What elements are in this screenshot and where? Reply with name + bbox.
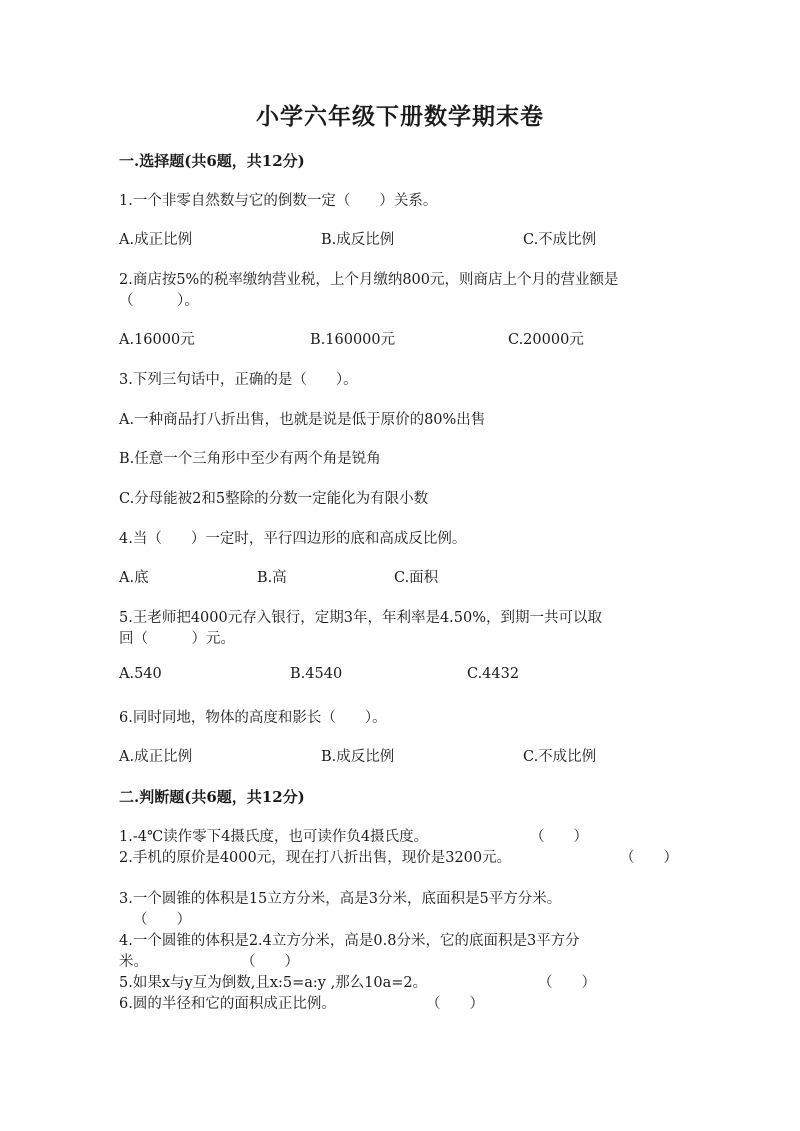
judgement-5-text: 5.如果x与y互为倒数,且x:5=a:y ,那么10a=2。 — [119, 975, 428, 991]
judgement-6-text: 6.圆的半径和它的面积成正比例。 — [119, 996, 336, 1012]
question-5-option-b: B.4540 — [290, 666, 343, 682]
judgement-2-answer-blank[interactable]: （ ） — [620, 850, 678, 866]
judgement-1-text: 1.-4℃读作零下4摄氏度，也可读作负4摄氏度。 — [119, 829, 429, 845]
judgement-4-answer-blank[interactable]: （ ） — [241, 954, 299, 970]
question-1-option-b: B.成反比例 — [321, 232, 395, 248]
section-heading-judgement: 二.判断题(共6题，共12分) — [119, 788, 305, 806]
question-6-option-b: B.成反比例 — [321, 749, 395, 765]
question-2-stem-line1: 2.商店按5%的税率缴纳营业税，上个月缴纳800元，则商店上个月的营业额是 — [119, 272, 619, 288]
page-title: 小学六年级下册数学期末卷 — [256, 103, 544, 130]
question-5-stem-line1: 5.王老师把4000元存入银行，定期3年，年利率是4.50%，到期一共可以取 — [119, 610, 603, 626]
question-2-option-a: A.16000元 — [119, 332, 195, 348]
question-6-stem: 6.同时同地，物体的高度和影长（ ）。 — [119, 710, 387, 726]
judgement-3-text: 3.一个圆锥的体积是15立方分米，高是3分米，底面积是5平方分米。 — [119, 891, 562, 907]
question-2-option-c: C.20000元 — [508, 332, 584, 348]
question-3-option-b: B.任意一个三角形中至少有两个角是锐角 — [119, 451, 381, 467]
question-3-stem: 3.下列三句话中，正确的是（ ）。 — [119, 372, 358, 388]
section-heading-choice: 一.选择题(共6题，共12分) — [119, 152, 305, 170]
question-1-option-c: C.不成比例 — [523, 232, 597, 248]
question-6-option-c: C.不成比例 — [523, 749, 597, 765]
question-5-stem-line2: 回（ ）元。 — [119, 631, 235, 647]
question-3-option-a: A.一种商品打八折出售，也就是说是低于原价的80%出售 — [119, 412, 486, 428]
question-6-option-a: A.成正比例 — [119, 749, 193, 765]
judgement-4-text-line1: 4.一个圆锥的体积是2.4立方分米，高是0.8分米，它的底面积是3平方分 — [119, 933, 580, 949]
judgement-5-answer-blank[interactable]: （ ） — [538, 975, 596, 991]
question-5-option-a: A.540 — [119, 666, 162, 682]
judgement-3-answer-blank[interactable]: （ ） — [133, 912, 191, 928]
judgement-2-text: 2.手机的原价是4000元，现在打八折出售，现价是3200元。 — [119, 850, 512, 866]
question-2-stem-line2: （ ）。 — [119, 293, 199, 309]
question-4-stem: 4.当（ ）一定时，平行四边形的底和高成反比例。 — [119, 531, 467, 547]
question-1-option-a: A.成正比例 — [119, 232, 193, 248]
judgement-6-answer-blank[interactable]: （ ） — [426, 996, 484, 1012]
question-4-option-b: B.高 — [257, 570, 287, 586]
question-5-option-c: C.4432 — [467, 666, 520, 682]
judgement-4-text-line2: 米。 — [119, 954, 148, 970]
judgement-1-answer-blank[interactable]: （ ） — [530, 829, 588, 845]
question-4-option-c: C.面积 — [394, 570, 439, 586]
question-2-option-b: B.160000元 — [310, 332, 396, 348]
question-1-stem: 1.一个非零自然数与它的倒数一定（ ）关系。 — [119, 193, 438, 209]
question-4-option-a: A.底 — [119, 570, 149, 586]
question-3-option-c: C.分母能被2和5整除的分数一定能化为有限小数 — [119, 491, 429, 507]
